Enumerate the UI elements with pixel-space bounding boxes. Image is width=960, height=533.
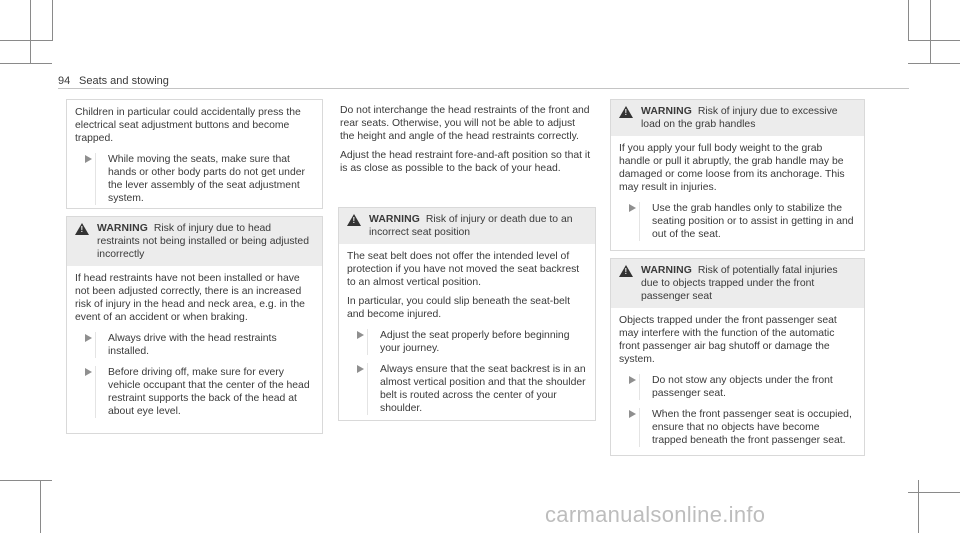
arrow-icon [629,204,636,212]
column-2-text [340,104,592,181]
crop-mark [930,0,931,64]
arrow-icon [85,334,92,342]
list-item: Before driving off, make sure for every vehicle occupant that the center of the head restraint supports the back of the head at about eye level. [85,366,314,418]
warning-header: ! WARNING Risk of injury or death due to an incorrect seat position [339,208,595,244]
warning-label: WARNING [641,265,692,276]
crop-mark [908,63,960,64]
crop-mark [0,40,52,41]
warning-body: If head restraints have not been installed or have not been adjusted correctly, there is an increased risk of injury in the head and neck area, e.g. in the event of an accident or when braking. [75,273,305,323]
list-item: Use the grab handles only to stabilize the seating position or to assist in getting in and out of the seat. [629,202,856,241]
warning-title: Risk of injury due to excessive load on the grab handles [641,106,838,130]
list-item: Always drive with the head restraints installed. [85,332,314,358]
list-item: Adjust the seat properly before beginning your journey. [357,329,587,355]
warning-title: Risk of injury or death due to an incorrect seat position [369,214,573,238]
paragraph: Do not interchange the head restraints of the front and rear seats. Otherwise, you will not be able to adjust the height and angle of the head restraints correctly. [340,105,590,142]
crop-mark [0,63,52,64]
warning-header: ! WARNING Risk of injury due to excessive load on the grab handles [611,100,864,136]
warning-header: ! WARNING Risk of potentially fatal injuries due to objects trapped under the front passenger seat [611,259,864,308]
list-item: Always ensure that the seat backrest is in an almost vertical position and that the shoulder belt is routed across the center of your shoulder. [357,363,587,415]
crop-mark [0,480,52,481]
warning-header: ! WARNING Risk of injury due to head restraints not being installed or being adjusted incorrectly [67,217,322,266]
watermark: carmanualsonline.info [545,502,766,527]
list-item: Do not stow any objects under the front passenger seat. [629,374,856,400]
list-item: When the front passenger seat is occupied, ensure that no objects have become trapped beneath the front passenger seat. [629,408,856,447]
warning-body: If you apply your full body weight to the grab handle or pull it abruptly, the grab handle may be damaged or come loose from its anchorage. This may result in injuries. [619,143,845,193]
warning-body: Objects trapped under the front passenger seat may interfere with the function of the automatic front passenger air bag shutoff or damage the system. [619,315,837,365]
warning-label: WARNING [369,214,420,225]
arrow-icon [629,376,636,384]
list-item: While moving the seats, make sure that hands or other body parts do not get under the lever assembly of the seat adjustment system. [85,153,314,205]
crop-mark [52,0,53,41]
paragraph: Adjust the head restraint fore-and-aft position so that it is as close as possible to the back of your head. [340,150,591,174]
warning-body: In particular, you could slip beneath the seat-belt and become injured. [347,296,570,320]
arrow-icon [357,331,364,339]
crop-mark [908,40,960,41]
warning-label: WARNING [97,223,148,234]
arrow-icon [629,410,636,418]
crop-mark [40,480,41,533]
arrow-icon [357,365,364,373]
page-number: 94 [58,75,71,87]
intro-text: Children in particular could accidentally press the electrical seat adjustment buttons and become trapped. [75,107,301,144]
warning-label: WARNING [641,106,692,117]
warning-title: Risk of injury due to head restraints not being installed or being adjusted incorrectly [97,223,309,260]
warning-title: Risk of potentially fatal injuries due to objects trapped under the front passenger seat [641,265,838,302]
arrow-icon [85,155,92,163]
warning-box-objects-trapped [610,258,865,456]
intro-box [66,99,323,209]
crop-mark [30,0,31,64]
crop-mark [908,0,909,41]
warning-box-head-restraints [66,216,323,434]
crop-mark [918,480,919,533]
crop-mark [908,492,960,493]
warning-body: The seat belt does not offer the intended level of protection if you have not moved the seat backrest to an almost vertical position. [347,251,580,288]
warning-box-seat-position [338,207,596,421]
warning-box-grab-handles [610,99,865,251]
section-title: Seats and stowing [79,75,169,87]
header-divider [58,88,909,89]
arrow-icon [85,368,92,376]
